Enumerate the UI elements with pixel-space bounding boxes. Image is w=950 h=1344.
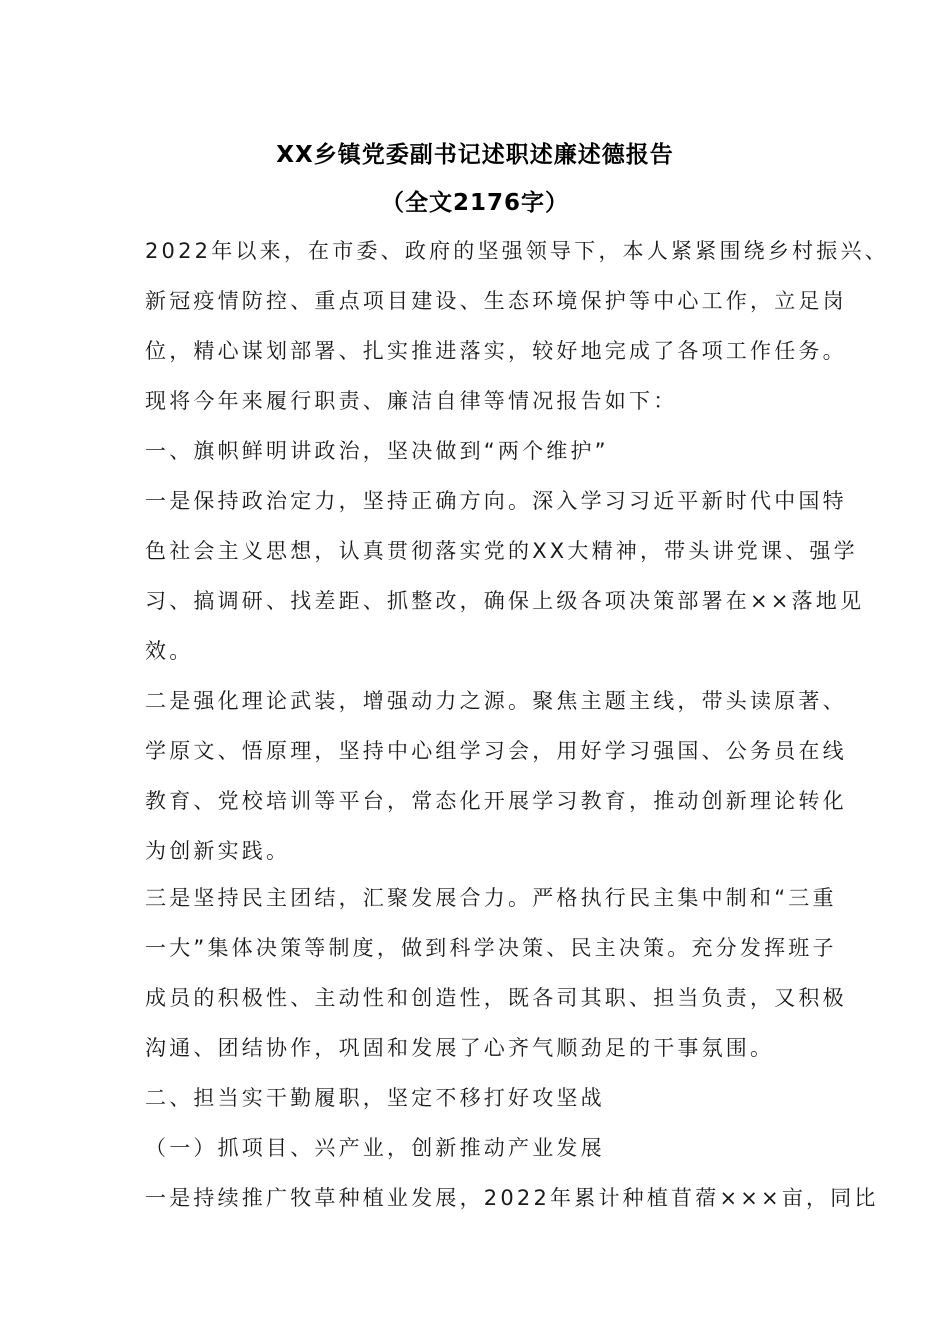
body-text-line: 教育、党校培训等平台，常态化开展学习教育，推动创新理论转化	[145, 789, 847, 813]
body-text-line: 习、搞调研、找差距、抓整改，确保上级各项决策部署在××落地见	[145, 589, 865, 613]
body-text-line: 成员的积极性、主动性和创造性，既各司其职、担当负责，又积极	[145, 986, 847, 1010]
document-title: XX乡镇党委副书记述职述廉述德报告	[276, 142, 674, 168]
body-text-line: 一大”集体决策等制度，做到科学决策、民主决策。充分发挥班子	[145, 936, 837, 960]
body-text-line: 效。	[145, 639, 194, 663]
body-text-line: 为创新实践。	[145, 839, 291, 863]
body-text-line: 色社会主义思想，认真贯彻落实党的XX大精神，带头讲党课、强学	[145, 539, 858, 563]
body-text-line: 二、担当实干勤履职，坚定不移打好攻坚战	[145, 1086, 605, 1110]
body-text-line: 一、旗帜鲜明讲政治，坚决做到“两个维护”	[145, 439, 609, 463]
body-text-line: 学原文、悟原理，坚持中心组学习会，用好学习强国、公务员在线	[145, 739, 847, 763]
body-text-line: 沟通、团结协作，巩固和发展了心齐气顺劲足的干事氛围。	[145, 1036, 775, 1060]
body-text-line: 二是强化理论武装，增强动力之源。聚焦主题主线，带头读原著、	[145, 689, 847, 713]
body-text-line: （一）抓项目、兴产业，创新推动产业发展	[145, 1136, 605, 1160]
body-text-line: 2022年以来，在市委、政府的坚强领导下，本人紧紧围绕乡村振兴、	[145, 239, 889, 263]
body-text-line: 现将今年来履行职责、廉洁自律等情况报告如下：	[145, 389, 678, 413]
body-text-line: 位，精心谋划部署、扎实推进落实，较好地完成了各项工作任务。	[145, 339, 847, 363]
body-text-line: 三是坚持民主团结，汇聚发展合力。严格执行民主集中制和“三重	[145, 886, 837, 910]
document-subtitle: （全文2176字）	[380, 190, 569, 216]
body-text-line: 一是持续推广牧草种植业发展，2022年累计种植苜蓿×××亩，同比	[145, 1186, 879, 1210]
body-text-line: 新冠疫情防控、重点项目建设、生态环境保护等中心工作，立足岗	[145, 289, 847, 313]
body-text-line: 一是保持政治定力，坚持正确方向。深入学习习近平新时代中国特	[145, 489, 847, 513]
